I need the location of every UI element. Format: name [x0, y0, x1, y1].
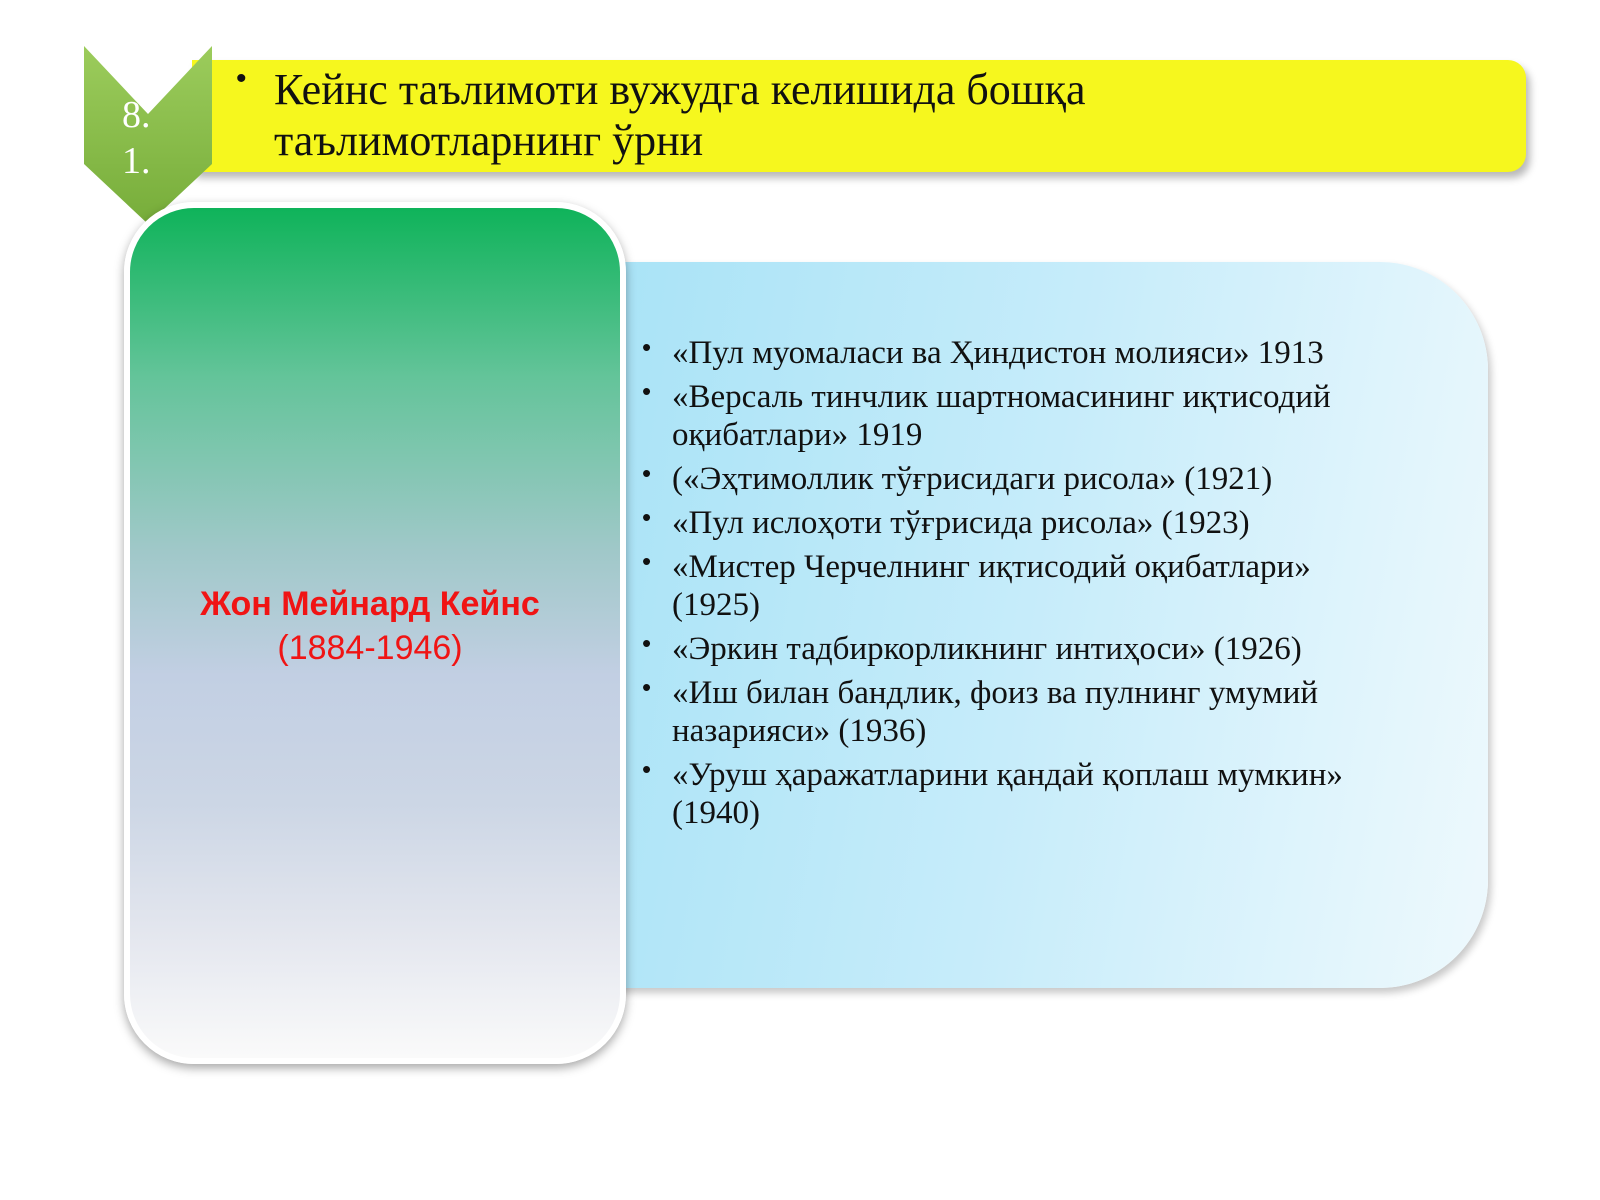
work-title: «Уруш ҳаражатларини қандай қоплаш мумкин» (1940): [672, 757, 1343, 831]
bullet-icon: •: [642, 628, 652, 658]
list-item: [642, 630, 1402, 668]
bullet-icon: •: [642, 376, 652, 406]
author-years: (1884-1946): [277, 629, 463, 667]
slide-number: [122, 92, 178, 184]
list-item: [642, 504, 1402, 542]
list-item: [642, 756, 1402, 832]
work-title: «Пул муомаласи ва Ҳиндистон молияси» 1913: [672, 335, 1324, 371]
work-title: «Эркин тадбиркорликнинг интиҳоси» (1926): [672, 631, 1302, 667]
list-item: [642, 674, 1402, 750]
bullet-icon: •: [642, 332, 652, 362]
list-item: [642, 334, 1402, 372]
work-title: «Мистер Черчелнинг иқтисодий оқибатлари» (1925): [672, 549, 1311, 623]
slide-title: [274, 64, 1474, 166]
work-title: «Версаль тинчлик шартномасининг иқтисодий оқибатлари» 1919: [672, 379, 1331, 453]
list-item: [642, 548, 1402, 624]
slide-title-line1: Кейнс таълимоти вужудга келишида бошқа: [274, 65, 1086, 114]
bullet-icon: •: [642, 754, 652, 784]
bullet-icon: •: [642, 502, 652, 532]
works-list: [642, 334, 1402, 838]
list-item: [642, 460, 1402, 498]
work-title: «Иш билан бандлик, фоиз ва пулнинг умумий назарияси» (1936): [672, 675, 1319, 749]
bullet-icon: •: [642, 546, 652, 576]
work-title: «Пул ислоҳоти тўғрисида рисола» (1923): [672, 505, 1250, 541]
list-item: [642, 378, 1402, 454]
slide-title-line2: таълимотларнинг ўрни: [274, 116, 704, 165]
bullet-icon: •: [642, 458, 652, 488]
title-bullet: •: [236, 62, 247, 95]
slide-number-line2: 1.: [122, 140, 151, 182]
work-title: («Эҳтимоллик тўғрисидаги рисола» (1921): [672, 461, 1273, 497]
author-name: Жон Мейнард Кейнс: [200, 585, 540, 623]
bullet-icon: •: [642, 672, 652, 702]
slide-number-line1: 8.: [122, 94, 151, 136]
